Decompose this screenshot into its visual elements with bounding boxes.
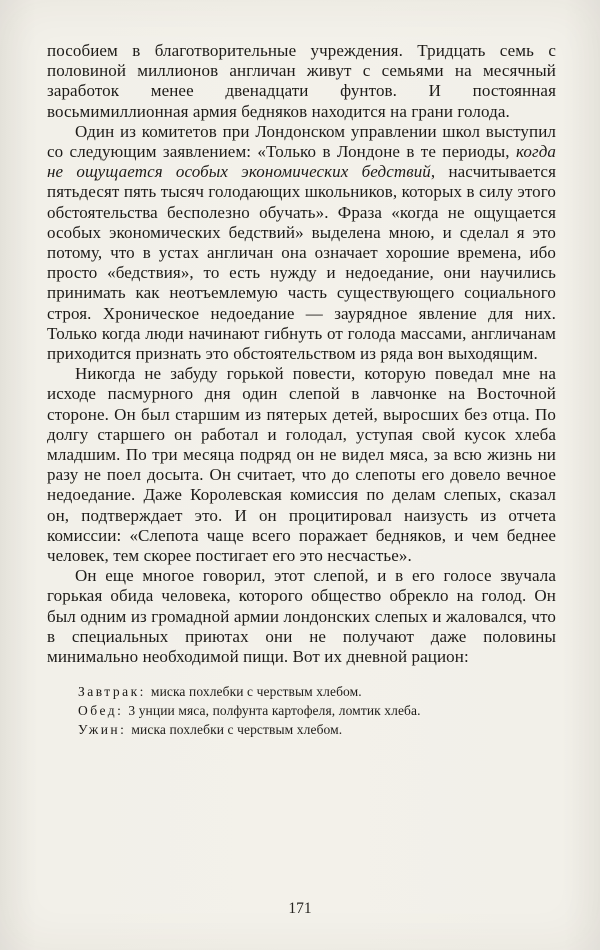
text-segment: , насчитывается пятьдесят пять тысяч голодающих школьников, которых в силу этого обстоятельства бесполезно обучать». Фраза «когда не ощущается особых экономических бедствий» выделена мною, и сделал я это потому, что в устах англичан она означает хорошие времена, ибо просто «бедствия», то есть нужду и недоедание, они научились принимать как неотъемлемую часть существующего социального строя. Хроническое недоедание — заурядное явление для них. Только когда люди начинают гибнуть от голода массами, англичанам приходится признать это обстоятельством из ряда вон выходящим. bbox=[47, 162, 556, 364]
paragraph-blind-man-story: Никогда не забуду горькой повести, которую поведал мне на исходе пасмурного дня один слепой в лавчонке на Восточной стороне. Он был старшим из пятерых детей, выросших без отца. По долгу старшего он работал и голодал, уступая свой кусок хлеба младшим. По три месяца подряд он не видел мяса, за всю жизнь ни разу не поел досыта. Он считает, что до слепоты его довело вечное недоедание. Даже Королевская комиссия по делам слепых, сказал он, подтверждает это. И он процитировал наизусть из отчета комиссии: «Слепота чаще всего поражает бедняков, и чем беднее человек, тем скорее постигает его это несчастье». bbox=[47, 364, 556, 566]
ration-line-dinner bbox=[78, 720, 556, 739]
text-block bbox=[47, 41, 556, 739]
ration-line-breakfast bbox=[78, 682, 556, 701]
paragraph-blind-man-complaint: Он еще многое говорил, этот слепой, и в его голосе звучала горькая обида человека, которого общество обрекло на голод. Он был одним из громадной армии лондонских слепых и жаловался, что в специальных приютах они не получают даже половины минимально необходимой пищи. Вот их дневной рацион: bbox=[47, 566, 556, 667]
paragraph-intro-continuation: пособием в благотворительные учреждения. Тридцать семь с половиной миллионов англичан живут с семьями на месячный заработок менее двенадцати фунтов. И постоянная восьмимиллионная армия бедняков находится на грани голода. bbox=[47, 41, 556, 121]
text-segment: Один из комитетов при Лондонском управлении школ выступил со следующим заявлением: «Только в Лондоне в те периоды, bbox=[47, 121, 556, 162]
ration-label: Обед: bbox=[78, 703, 124, 719]
ration-text: миска похлебки с черствым хлебом. bbox=[150, 684, 362, 700]
ration-list bbox=[78, 682, 556, 739]
ration-line-lunch bbox=[78, 701, 556, 720]
italic-emphasis: когда не ощущается особых экономических бедствий bbox=[47, 142, 556, 182]
ration-text: миска похлебки с черствым хлебом. bbox=[131, 722, 343, 738]
ration-label: Завтрак: bbox=[78, 684, 146, 700]
page-number: 171 bbox=[288, 900, 312, 917]
paragraph-committee-statement bbox=[47, 122, 556, 364]
ration-label: Ужин: bbox=[78, 722, 127, 738]
ration-text: 3 унции мяса, полфунта картофеля, ломтик хлеба. bbox=[128, 703, 421, 719]
